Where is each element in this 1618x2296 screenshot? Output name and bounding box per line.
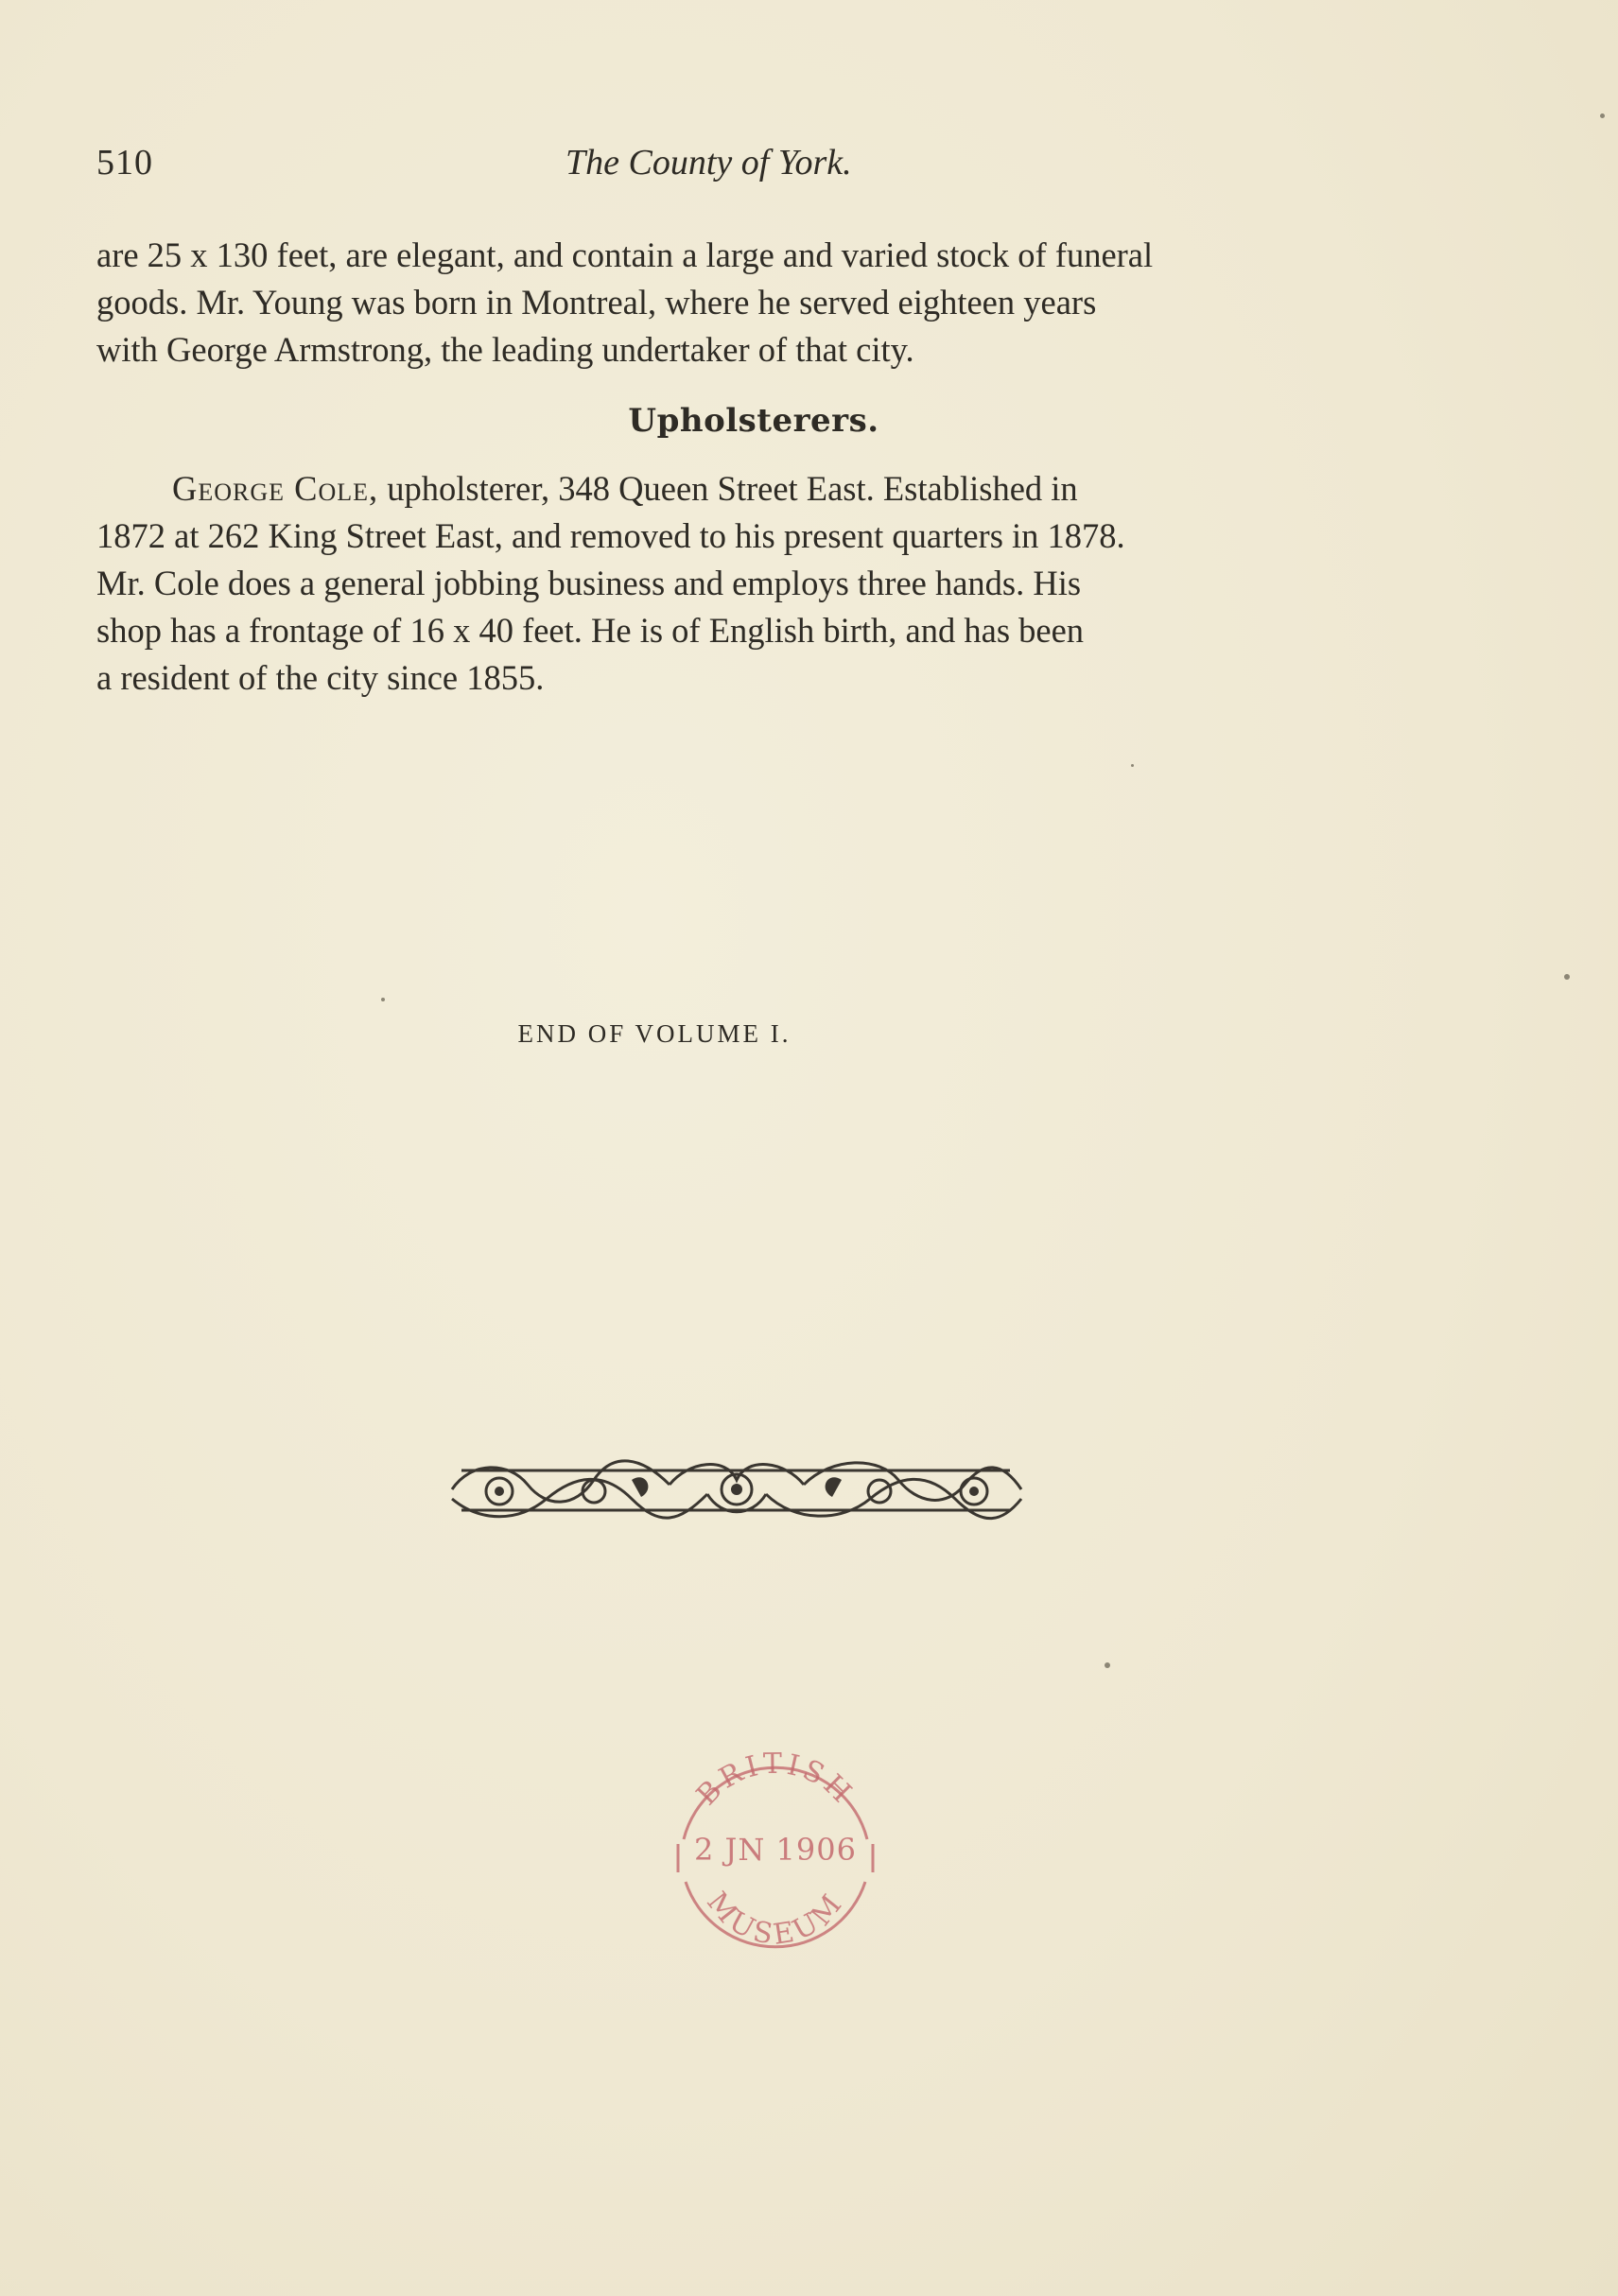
floral-scroll-ornament-icon [443,1442,1031,1532]
text-line: Mr. Cole does a general jobbing business and employs three hands. His [96,564,1082,602]
end-note-text: END OF VOLUME I. [517,1019,792,1048]
svg-text:BRITISH [690,1749,861,1812]
page-number: 510 [96,143,153,183]
page-header [96,142,1411,199]
british-museum-stamp-icon [657,1749,894,1953]
text-line [96,465,1411,513]
running-title: The County of York. [565,143,852,183]
paragraph-undertaker-continued [96,232,1411,374]
paper-speck [1564,974,1570,980]
text-line: with George Armstrong, the leading undertaker of that city. [96,330,914,369]
stamp-top-text: BRITISH [690,1749,861,1813]
paper-speck [1131,764,1134,767]
end-of-volume-note [96,1019,1411,1049]
paper-speck [381,998,385,1001]
text-line: shop has a frontage of 16 x 40 feet. He is of English birth, and has been [96,611,1085,650]
paragraph-george-cole [96,465,1411,702]
paper-speck [1105,1662,1110,1668]
stamp-bottom-text: MUSEUM [700,1886,851,1952]
paper-speck [1600,113,1605,118]
text-line: goods. Mr. Young was born in Montreal, where he served eighteen years [96,283,1097,322]
text-line: are 25 x 130 feet, are elegant, and contain a large and varied stock of funeral [96,235,1154,274]
text-line-rest: upholsterer, 348 Queen Street East. Established in [387,469,1078,508]
text-line: a resident of the city since 1855. [96,658,545,697]
entry-name: George Cole, [172,469,379,508]
svg-text:MUSEUM [700,1886,850,1952]
section-heading: Upholsterers. [628,402,879,440]
text-line: 1872 at 262 King Street East, and removed to his present quarters in 1878. [96,516,1125,555]
stamp-date: 2 JN 1906 [694,1832,857,1868]
